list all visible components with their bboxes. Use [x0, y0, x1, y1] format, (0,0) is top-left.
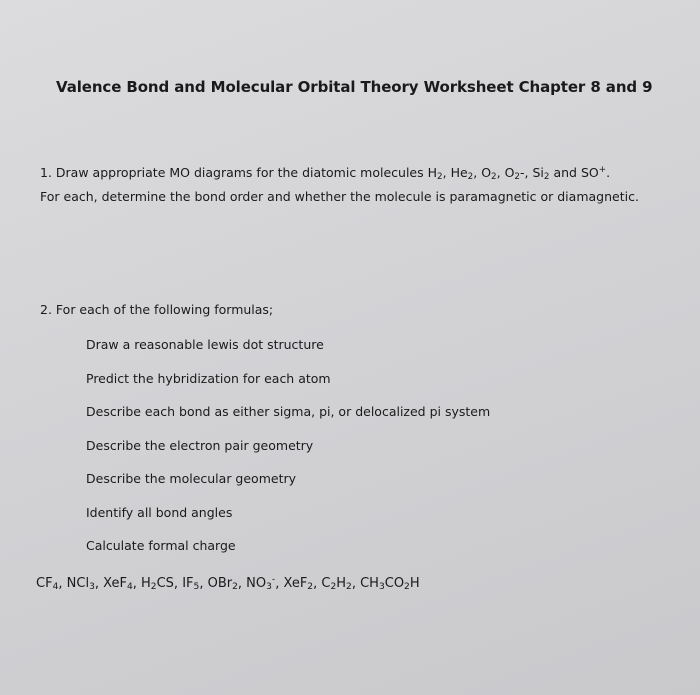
task-item: Identify all bond angles — [86, 504, 233, 520]
task-item: Describe the electron pair geometry — [86, 437, 314, 453]
task-item: Describe each bond as either sigma, pi, or delocalized pi system — [86, 404, 491, 419]
worksheet-title: Valence Bond and Molecular Orbital Theory Worksheet Chapter 8 and 9 — [56, 78, 653, 96]
molecule-formula: $Si_2$ — [532, 165, 550, 183]
formula-item: $C_2H_2$ — [321, 576, 352, 593]
task-item: Predict the hybridization for each atom — [86, 370, 331, 386]
formula-item: $CF_4$ — [36, 576, 59, 593]
molecule-formula: $He_2$ — [450, 165, 474, 183]
question-2 — [40, 302, 273, 317]
question-1-line — [40, 160, 660, 187]
molecule-formula: $H_2$ — [427, 165, 443, 183]
formula-item: XeF$_2$ — [283, 576, 314, 593]
formula-item: $CH_3CO_2H$ — [360, 576, 420, 593]
question-1 — [40, 160, 660, 207]
formula-list: $CF_4$, NCl$_3$, XeF$_4$, $H_2CS$, $IF_5$, OBr$_2$, $NO_3^-$, XeF$_2$, $C_2H_2$, $CH_3CO_2H$ — [36, 575, 420, 593]
formula-item: $NO_3^-$ — [246, 575, 276, 593]
question-2-number: 2. — [40, 302, 52, 317]
task-item: Draw a reasonable lewis dot structure — [86, 337, 324, 352]
question-1-follow: For each, determine the bond order and whether the molecule is paramagnetic or diamagnetic. — [40, 189, 639, 205]
task-item: Describe the molecular geometry — [86, 471, 297, 486]
molecule-list: $H_2$, $He_2$, $O_2$, $O_2-$, $Si_2$ and SO+. — [427, 165, 611, 183]
molecule-formula: $O_2-$ — [504, 165, 525, 183]
molecule-formula: SO+ — [580, 165, 607, 181]
molecule-formula: $O_2$ — [481, 165, 497, 183]
question-2-text: For each of the following formulas; — [55, 302, 274, 317]
question-1-lead: Draw appropriate MO diagrams for the diatomic molecules — [55, 165, 424, 181]
task-list — [86, 337, 490, 572]
formula-item: $IF_5$ — [182, 576, 200, 593]
task-item: Calculate formal charge — [86, 538, 236, 553]
formula-item: XeF$_4$ — [103, 576, 133, 593]
formula-item: OBr$_2$ — [207, 576, 238, 593]
question-1-number: 1. — [40, 165, 52, 181]
formula-item: $H_2CS$ — [141, 576, 174, 593]
formula-item: NCl$_3$ — [66, 576, 95, 593]
